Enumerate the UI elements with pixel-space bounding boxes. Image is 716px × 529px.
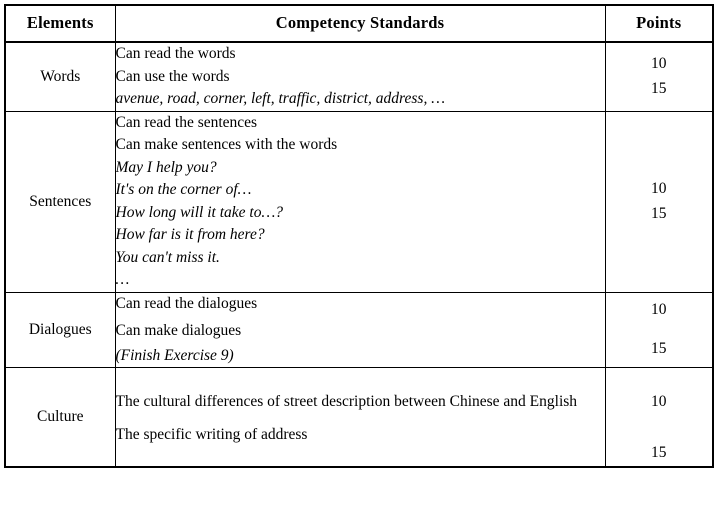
spacer (606, 323, 713, 337)
column-header-elements: Elements (5, 5, 115, 42)
points-cell (605, 368, 713, 468)
element-name-cell: Culture (5, 368, 115, 468)
points-value: 15 (651, 79, 667, 97)
standard-line: Can read the words (115, 45, 236, 62)
standards-cell (115, 368, 605, 468)
spacer (606, 415, 713, 441)
points-value: 10 (651, 54, 667, 72)
standard-example-line: It's on the corner of… (115, 181, 252, 198)
points-cell (605, 111, 713, 292)
points-value: 10 (651, 179, 667, 197)
column-header-standards: Competency Standards (115, 5, 605, 42)
standard-example-line: How long will it take to…? (115, 203, 283, 221)
standard-line: The specific writing of address (115, 426, 308, 444)
table-row (5, 292, 713, 368)
standard-example-line: How far is it from here? (115, 226, 265, 243)
column-header-points: Points (605, 5, 713, 42)
element-name-cell: Sentences (5, 111, 115, 292)
standard-example-line: You can't miss it. (115, 248, 220, 266)
table-body (5, 42, 713, 467)
points-value: 15 (651, 444, 667, 461)
standards-cell (115, 111, 605, 292)
points-cell (605, 42, 713, 111)
standard-example-line: May I help you? (115, 158, 217, 176)
points-cell (605, 292, 713, 368)
standard-line: The cultural differences of street description between Chinese and English (115, 393, 578, 411)
standards-cell (115, 42, 605, 111)
points-value: 10 (651, 393, 667, 410)
table-row (5, 368, 713, 468)
competency-standards-table (4, 4, 714, 468)
standard-example-line: (Finish Exercise 9) (115, 346, 234, 364)
standard-line: Can use the words (115, 67, 230, 85)
points-value: 10 (651, 300, 667, 318)
element-name-cell: Dialogues (5, 292, 115, 368)
table-row (5, 111, 713, 292)
standard-example-line: avenue, road, corner, left, traffic, district, address, … (115, 90, 445, 107)
document-page (0, 4, 716, 529)
element-name-cell: Words (5, 42, 115, 111)
points-value: 15 (651, 339, 667, 357)
standard-line: Can read the dialogues (115, 294, 258, 312)
standard-line: Can read the sentences (115, 113, 258, 131)
table-header (5, 5, 713, 42)
points-value: 15 (651, 204, 667, 222)
table-row (5, 42, 713, 111)
standard-example-line: … (115, 271, 131, 288)
table-header-row (5, 5, 713, 42)
standard-line: Can make dialogues (115, 322, 242, 339)
standard-line: Can make sentences with the words (115, 136, 338, 153)
standards-cell (115, 292, 605, 368)
